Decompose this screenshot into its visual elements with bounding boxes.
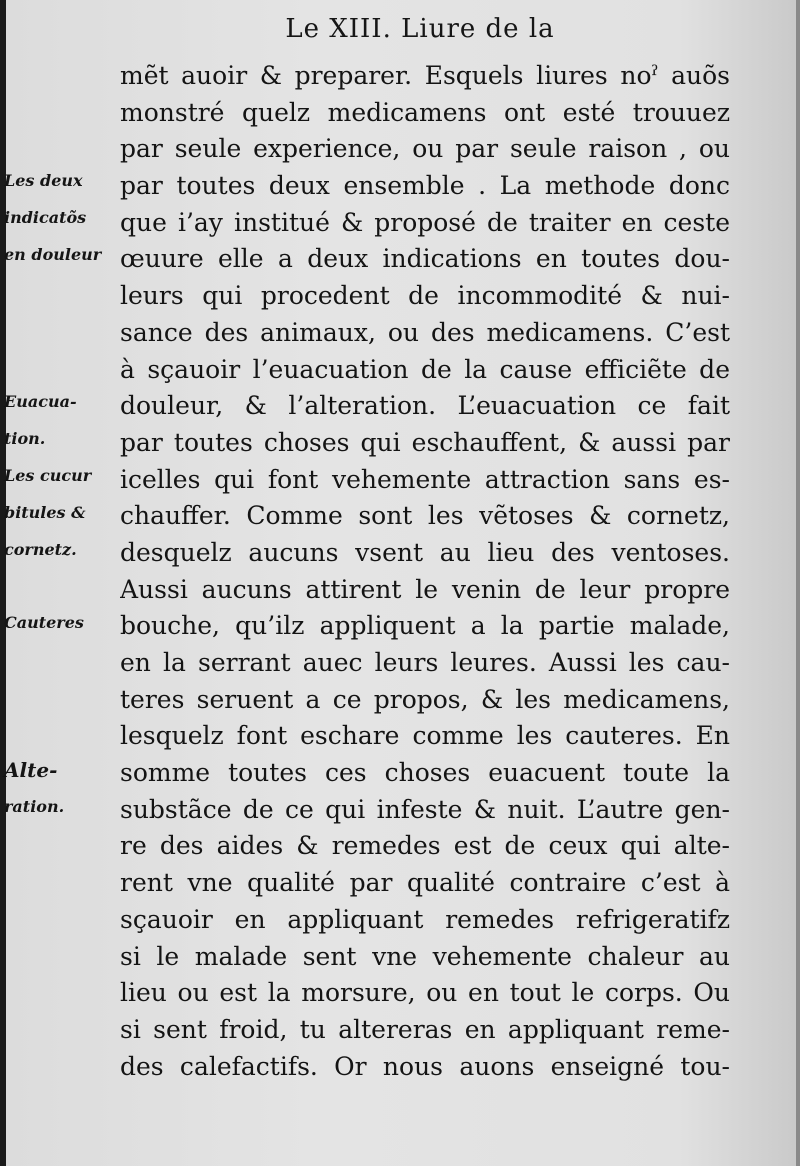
- text-line: des calefactifs. Or nous auons enseigné tou-: [120, 1051, 730, 1081]
- text-line: mẽt auoir & preparer. Esquels liures noˀ auõs: [120, 61, 730, 90]
- text-line: en la serrant auec leurs leures. Aussi les cau-: [120, 648, 730, 677]
- text-line: douleur, & l’alteration. L’euacuation ce fait: [120, 391, 730, 421]
- text-line: sçauoir en appliquant remedes refrigeratifz: [120, 904, 730, 934]
- text-line: teres seruent a ce propos, & les medicamens,: [120, 684, 730, 714]
- text-line: si sent froid, tu altereras en appliquant reme-: [120, 1014, 730, 1044]
- margin-note: ration.: [4, 797, 65, 816]
- margin-note: Les cucur: [4, 466, 92, 485]
- text-line: rent vne qualité par qualité contraire c’est à: [120, 868, 730, 898]
- margin-note: tion.: [4, 429, 46, 448]
- text-line: re des aides & remedes est de ceux qui alte-: [120, 831, 730, 861]
- text-line: par seule experience, ou par seule raison , ou: [120, 134, 730, 164]
- margin-note: Euacua-: [4, 392, 77, 411]
- text-line: desquelz aucuns vsent au lieu des ventoses.: [120, 537, 730, 567]
- text-line: si le malade sent vne vehemente chaleur au: [120, 941, 730, 971]
- text-line: substãce de ce qui infeste & nuit. L’autre gen-: [120, 794, 730, 824]
- text-line: par toutes choses qui eschauffent, & aussi par: [120, 427, 730, 457]
- running-head: Le XIII. Liure de la: [285, 14, 555, 44]
- text-line: sance des animaux, ou des medicamens. C’est: [120, 317, 730, 347]
- page-edge: [796, 0, 800, 1166]
- text-line: œuure elle a deux indications en toutes dou-: [120, 244, 730, 274]
- margin-note: Cauteres: [4, 613, 84, 632]
- text-line: somme toutes ces choses euacuent toute la: [120, 758, 730, 788]
- text-line: bouche, qu’ilz appliquent a la partie malade,: [120, 611, 730, 641]
- text-line: chauffer. Comme sont les vẽtoses & cornetz,: [120, 501, 730, 531]
- text-line: icelles qui font vehemente attraction sans es-: [120, 464, 730, 494]
- text-line: par toutes deux ensemble . La methode donc: [120, 171, 730, 201]
- margin-note: indicatõs: [4, 208, 87, 227]
- margin-note: Les deux: [4, 171, 83, 190]
- main-text-block: [120, 58, 730, 1085]
- margin-note: cornetz.: [4, 540, 77, 559]
- margin-note: bitules &: [4, 503, 86, 522]
- margin-note: en douleur: [4, 245, 102, 264]
- text-line: lesquelz font eschare comme les cauteres. En: [120, 721, 730, 751]
- text-line: que i’ay institué & proposé de traiter en ceste: [120, 207, 730, 237]
- text-line: Aussi aucuns attirent le venin de leur propre: [120, 574, 730, 604]
- text-line: à sçauoir l’euacuation de la cause efficiẽte de: [120, 354, 730, 384]
- text-line: monstré quelz medicamens ont esté trouuez: [120, 97, 730, 127]
- text-line: lieu ou est la morsure, ou en tout le corps. Ou: [120, 978, 730, 1008]
- text-line: leurs qui procedent de incommodité & nui-: [120, 281, 730, 311]
- margin-note: Alte-: [4, 758, 58, 782]
